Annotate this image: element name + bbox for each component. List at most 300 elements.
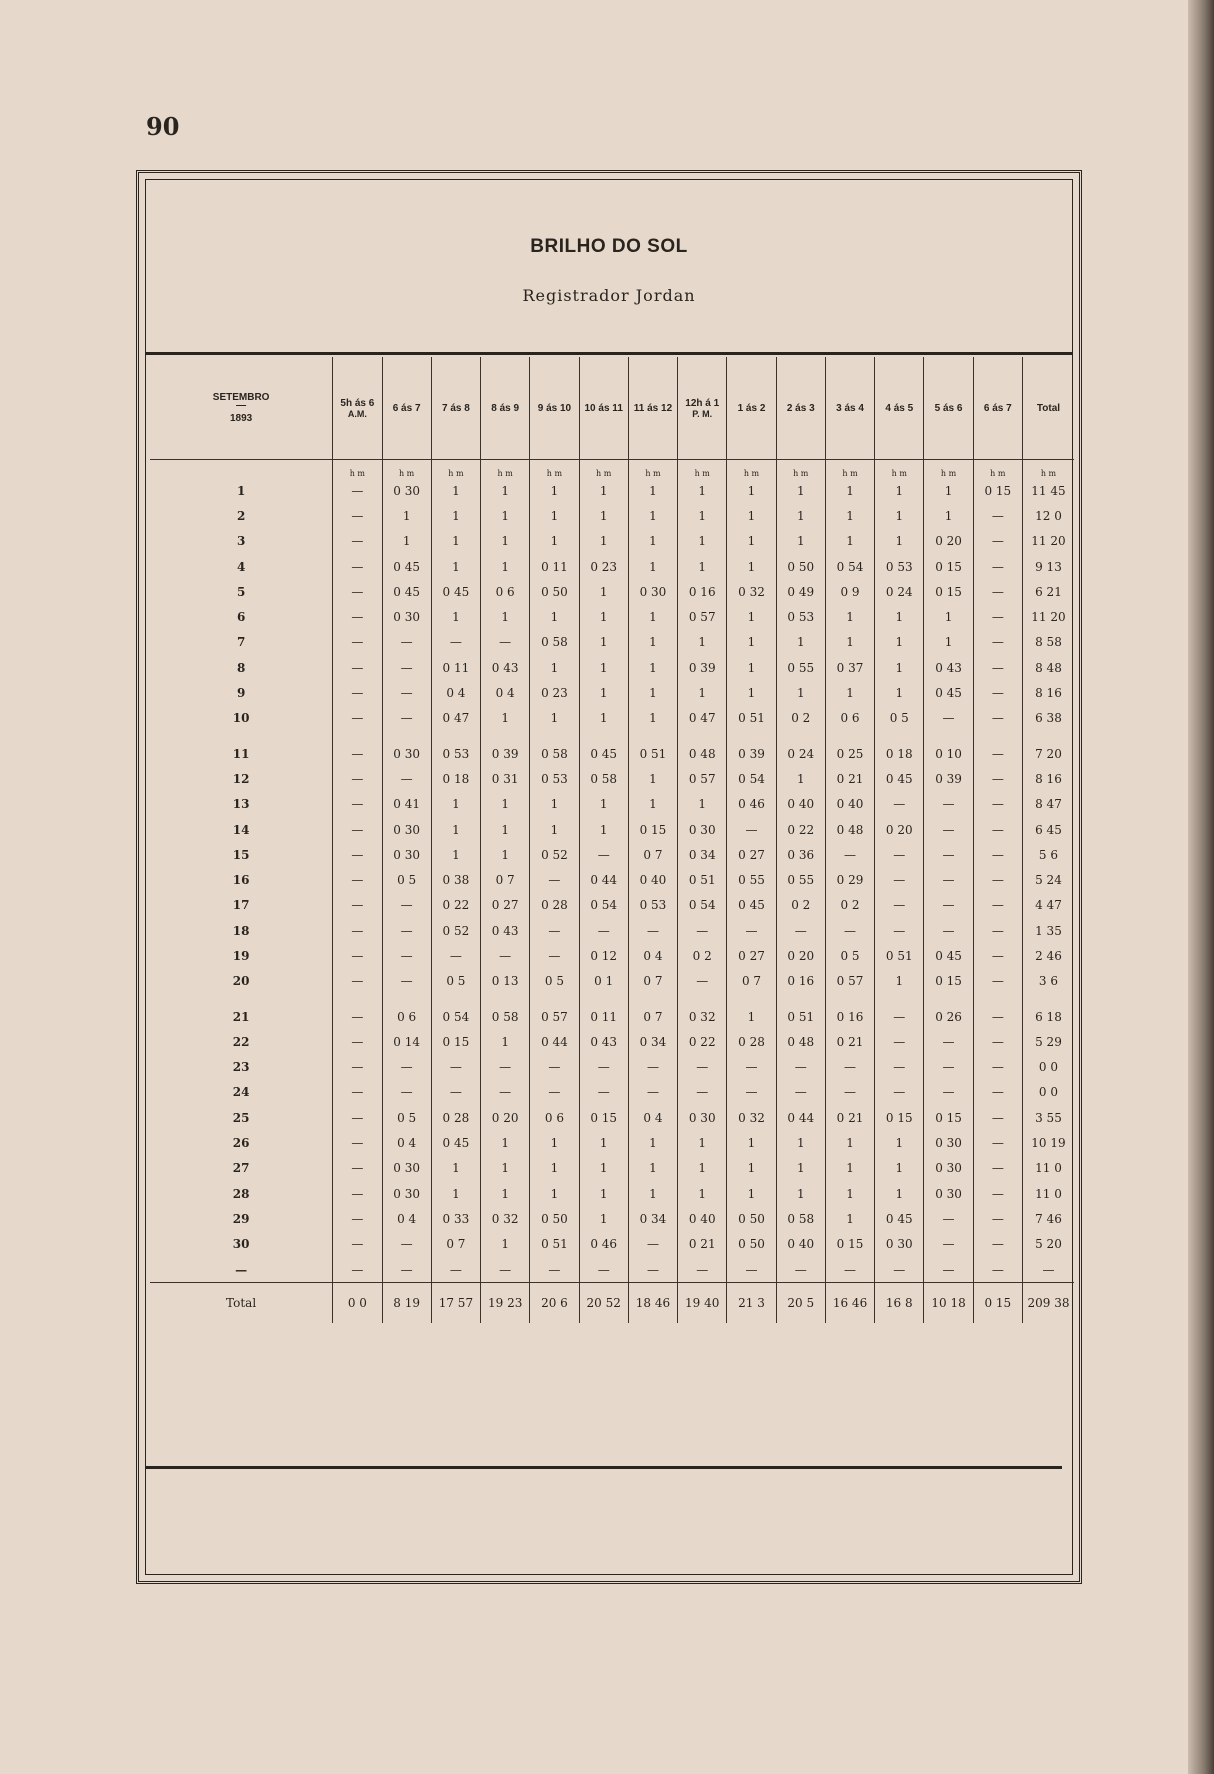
- hour-cell: 0 50: [530, 579, 579, 604]
- hour-cell: —: [333, 842, 382, 867]
- hour-cell: 0 43: [924, 655, 973, 680]
- hour-cell: 1: [628, 554, 677, 579]
- column-header-sublabel: P. M.: [692, 408, 713, 419]
- hour-cell: 1: [382, 503, 431, 528]
- hour-cell: 0 53: [530, 766, 579, 791]
- column-header-label: 1 ás 2: [737, 402, 766, 414]
- unit-label: h m: [1022, 460, 1074, 479]
- hour-cell: 1: [579, 792, 628, 817]
- hour-cell: —: [382, 918, 431, 943]
- hour-cell: —: [333, 1105, 382, 1130]
- hour-cell: —: [333, 680, 382, 705]
- hour-cell: —: [382, 943, 431, 968]
- hour-cell: 0 40: [825, 792, 874, 817]
- hour-cell: 0 39: [481, 741, 530, 766]
- day-label: 13: [232, 797, 250, 812]
- hour-cell: —: [875, 918, 924, 943]
- day-label: 23: [232, 1060, 250, 1075]
- table-row: [150, 706, 1074, 731]
- hour-cell: 6 18: [1022, 1004, 1074, 1029]
- hour-cell: 4 47: [1022, 893, 1074, 918]
- hour-cell: 0 46: [579, 1232, 628, 1257]
- hour-cell: 0 25: [825, 741, 874, 766]
- hour-cell: 0 30: [382, 842, 431, 867]
- hour-cell: —: [825, 842, 874, 867]
- hour-cell: 1: [825, 529, 874, 554]
- hour-cell: 0 45: [431, 1130, 480, 1155]
- column-header-label: 2 ás 3: [786, 402, 815, 414]
- hour-cell: 5 6: [1022, 842, 1074, 867]
- hour-cell: —: [333, 792, 382, 817]
- hour-cell: 0 51: [678, 867, 727, 892]
- hour-cell: 1: [727, 604, 776, 629]
- hour-cell: 0 4: [628, 943, 677, 968]
- column-header-14: [973, 357, 1022, 460]
- spacer-cell: [481, 731, 530, 741]
- total-cell: 0 15: [973, 1283, 1022, 1324]
- hour-cell: 0 7: [481, 867, 530, 892]
- day-label: 2: [236, 508, 246, 523]
- total-cell: 19 40: [678, 1283, 727, 1324]
- hour-cell: —: [333, 817, 382, 842]
- hour-cell: 0 23: [579, 554, 628, 579]
- group-spacer: [150, 731, 1074, 741]
- column-header-label: 6 ás 7: [983, 402, 1012, 414]
- hour-cell: —: [382, 893, 431, 918]
- hour-cell: —: [678, 918, 727, 943]
- hour-cell: 0 26: [924, 1004, 973, 1029]
- hour-cell: 11 0: [1022, 1181, 1074, 1206]
- hour-cell: 1: [875, 630, 924, 655]
- spacer-cell: [924, 731, 973, 741]
- page-edge-shadow: [1188, 0, 1214, 1774]
- hour-cell: —: [333, 918, 382, 943]
- hour-cell: 1: [481, 554, 530, 579]
- hour-cell: —: [973, 766, 1022, 791]
- hour-cell: 0 20: [875, 817, 924, 842]
- hour-cell: 0 18: [431, 766, 480, 791]
- table-row: [150, 630, 1074, 655]
- hour-cell: —: [333, 529, 382, 554]
- hour-cell: 1: [481, 792, 530, 817]
- spacer-cell: [579, 731, 628, 741]
- hour-cell: 1: [924, 604, 973, 629]
- table-frame: [136, 170, 1082, 1584]
- unit-label: h m: [776, 460, 825, 479]
- hour-cell: —: [776, 1080, 825, 1105]
- hour-cell: —: [530, 1257, 579, 1283]
- hour-cell: 0 12: [579, 943, 628, 968]
- hour-cell: —: [875, 1004, 924, 1029]
- hour-cell: 1: [579, 529, 628, 554]
- column-header-label: Total: [1036, 402, 1061, 414]
- hour-cell: —: [382, 655, 431, 680]
- table-row: [150, 1232, 1074, 1257]
- column-header-6: [579, 357, 628, 460]
- hour-cell: 1: [825, 1181, 874, 1206]
- hour-cell: 0 7: [628, 1004, 677, 1029]
- hour-cell: —: [333, 1181, 382, 1206]
- hour-cell: —: [481, 1080, 530, 1105]
- hour-cell: 0 45: [924, 680, 973, 705]
- hour-cell: —: [875, 893, 924, 918]
- hour-cell: 0 48: [776, 1029, 825, 1054]
- column-header-4: [481, 357, 530, 460]
- hour-cell: 12 0: [1022, 503, 1074, 528]
- column-header-5: [530, 357, 579, 460]
- hour-cell: 0 45: [727, 893, 776, 918]
- hour-cell: 0 4: [382, 1130, 431, 1155]
- hour-cell: —: [973, 1206, 1022, 1231]
- spacer-cell: [431, 994, 480, 1004]
- spacer-cell: [333, 731, 382, 741]
- hour-cell: 0 32: [481, 1206, 530, 1231]
- hour-cell: —: [382, 706, 431, 731]
- day-label: 26: [232, 1136, 250, 1151]
- hour-cell: 0 57: [825, 969, 874, 994]
- table-row: [150, 655, 1074, 680]
- spacer-cell: [333, 994, 382, 1004]
- hour-cell: —: [973, 1080, 1022, 1105]
- hour-cell: 0 30: [678, 1105, 727, 1130]
- hour-cell: —: [727, 1257, 776, 1283]
- hour-cell: —: [875, 792, 924, 817]
- unit-label: h m: [628, 460, 677, 479]
- hour-cell: 0 22: [431, 893, 480, 918]
- hour-cell: —: [924, 1206, 973, 1231]
- hour-cell: 1: [727, 503, 776, 528]
- hour-cell: 0 50: [776, 554, 825, 579]
- hour-cell: 2 46: [1022, 943, 1074, 968]
- hour-cell: 1: [776, 1156, 825, 1181]
- day-label: 16: [232, 873, 250, 888]
- hour-cell: —: [825, 918, 874, 943]
- hour-cell: 0 7: [628, 842, 677, 867]
- spacer-cell: [530, 994, 579, 1004]
- hour-cell: 1: [628, 604, 677, 629]
- hour-cell: —: [875, 1257, 924, 1283]
- spacer-cell: [678, 731, 727, 741]
- hour-cell: —: [579, 1080, 628, 1105]
- hour-cell: 1: [530, 1130, 579, 1155]
- hour-cell: —: [333, 1232, 382, 1257]
- hour-cell: 0 58: [579, 766, 628, 791]
- column-header-label: 12h á 1: [685, 397, 720, 409]
- hour-cell: 1: [579, 1156, 628, 1181]
- day-label: 14: [232, 822, 250, 837]
- day-label: 24: [232, 1085, 250, 1100]
- total-cell: 16 46: [825, 1283, 874, 1324]
- page-subtitle: Registrador Jordan: [522, 286, 696, 305]
- hour-cell: 1: [825, 478, 874, 503]
- unit-label: h m: [382, 460, 431, 479]
- hour-cell: —: [727, 1080, 776, 1105]
- hour-cell: 0 15: [973, 478, 1022, 503]
- hour-cell: 0 5: [382, 867, 431, 892]
- column-header-label: 6 ás 7: [392, 402, 421, 414]
- day-label: 17: [232, 898, 250, 913]
- hour-cell: 1: [628, 792, 677, 817]
- hour-cell: —: [579, 918, 628, 943]
- hour-cell: 1: [579, 630, 628, 655]
- table-row: [150, 529, 1074, 554]
- hour-cell: 0 47: [678, 706, 727, 731]
- hour-cell: 0 21: [825, 1029, 874, 1054]
- hour-cell: 0 34: [678, 842, 727, 867]
- spacer-cell: [776, 731, 825, 741]
- hour-cell: 1: [776, 680, 825, 705]
- table-header-row: [150, 357, 1074, 460]
- hour-cell: 0 43: [481, 655, 530, 680]
- hour-cell: 1: [776, 529, 825, 554]
- day-label: 9: [236, 686, 246, 701]
- hour-cell: 1: [727, 529, 776, 554]
- hour-cell: 11 20: [1022, 604, 1074, 629]
- spacer-cell: [382, 994, 431, 1004]
- table-row: [150, 1181, 1074, 1206]
- hour-cell: 1: [875, 680, 924, 705]
- hour-cell: 0 2: [776, 893, 825, 918]
- spacer-cell: [431, 731, 480, 741]
- hour-cell: 0 14: [382, 1029, 431, 1054]
- table-row: [150, 842, 1074, 867]
- hour-cell: 0 50: [727, 1232, 776, 1257]
- hour-cell: 1: [776, 766, 825, 791]
- day-label: 11: [232, 746, 250, 761]
- footer-rule: [146, 1466, 1062, 1469]
- hour-cell: 0 10: [924, 741, 973, 766]
- table-row: [150, 943, 1074, 968]
- hour-cell: 8 48: [1022, 655, 1074, 680]
- hour-cell: 7 20: [1022, 741, 1074, 766]
- total-row: [150, 1283, 1074, 1324]
- hour-cell: 0 48: [825, 817, 874, 842]
- hour-cell: 1: [924, 478, 973, 503]
- hour-cell: —: [973, 918, 1022, 943]
- hour-cell: —: [924, 842, 973, 867]
- unit-label: h m: [825, 460, 874, 479]
- hour-cell: 0 45: [875, 766, 924, 791]
- hour-cell: 5 24: [1022, 867, 1074, 892]
- day-label: 6: [236, 610, 246, 625]
- column-header-label: 10 ás 11: [584, 402, 623, 414]
- hour-cell: 1: [431, 817, 480, 842]
- hour-cell: 0 57: [678, 766, 727, 791]
- hour-cell: 0 30: [382, 1181, 431, 1206]
- hour-cell: 0 55: [776, 655, 825, 680]
- hour-cell: 0 21: [825, 766, 874, 791]
- hour-cell: —: [382, 969, 431, 994]
- unit-label: h m: [431, 460, 480, 479]
- hour-cell: —: [924, 1257, 973, 1283]
- spacer-cell: [481, 994, 530, 1004]
- group-spacer: [150, 994, 1074, 1004]
- hour-cell: 0 58: [481, 1004, 530, 1029]
- hour-cell: 0 51: [628, 741, 677, 766]
- hour-cell: 1: [678, 1130, 727, 1155]
- hour-cell: 1: [431, 604, 480, 629]
- hour-cell: 0 20: [776, 943, 825, 968]
- hour-cell: —: [333, 655, 382, 680]
- hour-cell: 1: [481, 1232, 530, 1257]
- hour-cell: 1: [825, 503, 874, 528]
- hour-cell: 1: [924, 630, 973, 655]
- hour-cell: 0 44: [776, 1105, 825, 1130]
- spacer-cell: [150, 994, 333, 1004]
- day-label: 1: [236, 483, 246, 498]
- hour-cell: —: [973, 529, 1022, 554]
- hour-cell: 0 16: [678, 579, 727, 604]
- hour-cell: 1: [431, 554, 480, 579]
- hour-cell: —: [382, 1257, 431, 1283]
- hour-cell: —: [678, 969, 727, 994]
- spacer-cell: [678, 994, 727, 1004]
- hour-cell: 0 27: [727, 943, 776, 968]
- hour-cell: 0 6: [530, 1105, 579, 1130]
- hour-cell: 1: [530, 792, 579, 817]
- hour-cell: —: [875, 867, 924, 892]
- hour-cell: 0 2: [776, 706, 825, 731]
- hour-cell: —: [530, 1055, 579, 1080]
- hour-cell: —: [431, 630, 480, 655]
- hour-cell: 0 43: [481, 918, 530, 943]
- hour-cell: 1: [530, 706, 579, 731]
- hour-cell: —: [776, 1257, 825, 1283]
- hour-cell: 1: [579, 817, 628, 842]
- hour-cell: —: [973, 1105, 1022, 1130]
- hour-cell: —: [333, 943, 382, 968]
- table-row: [150, 741, 1074, 766]
- hour-cell: 0 58: [776, 1206, 825, 1231]
- hour-cell: 1: [628, 1130, 677, 1155]
- hour-cell: —: [973, 792, 1022, 817]
- hour-cell: 1: [678, 503, 727, 528]
- hour-cell: —: [333, 1257, 382, 1283]
- hour-cell: 1: [628, 1156, 677, 1181]
- table-row: [150, 478, 1074, 503]
- hour-cell: —: [973, 893, 1022, 918]
- spacer-cell: [875, 994, 924, 1004]
- hour-cell: —: [333, 1130, 382, 1155]
- unit-label: h m: [530, 460, 579, 479]
- day-label: 18: [232, 923, 250, 938]
- hour-cell: 0 50: [727, 1206, 776, 1231]
- spacer-cell: [825, 994, 874, 1004]
- hour-cell: —: [973, 1130, 1022, 1155]
- day-label: 22: [232, 1034, 250, 1049]
- hour-cell: —: [727, 1055, 776, 1080]
- table-row: [150, 1029, 1074, 1054]
- hour-cell: —: [530, 918, 579, 943]
- hour-cell: —: [776, 918, 825, 943]
- table-row: [150, 579, 1074, 604]
- hour-cell: 0 7: [727, 969, 776, 994]
- hour-cell: 0 31: [481, 766, 530, 791]
- hour-cell: 0 2: [678, 943, 727, 968]
- hour-cell: 0 16: [776, 969, 825, 994]
- hour-cell: —: [333, 630, 382, 655]
- hour-cell: 0 15: [875, 1105, 924, 1130]
- hour-cell: —: [333, 1029, 382, 1054]
- table-row: [150, 918, 1074, 943]
- hour-cell: 1: [481, 842, 530, 867]
- column-header-9: [727, 357, 776, 460]
- column-header-12: [875, 357, 924, 460]
- table-row: [150, 554, 1074, 579]
- hour-cell: 0 40: [628, 867, 677, 892]
- hour-cell: —: [431, 1080, 480, 1105]
- column-header-label: 7 ás 8: [441, 402, 470, 414]
- hour-cell: 0 6: [481, 579, 530, 604]
- hour-cell: 1: [727, 1130, 776, 1155]
- hour-cell: 0 6: [382, 1004, 431, 1029]
- total-cell: 20 52: [579, 1283, 628, 1324]
- total-cell: 8 19: [382, 1283, 431, 1324]
- hour-cell: 1: [678, 554, 727, 579]
- hour-cell: 1: [481, 1029, 530, 1054]
- hour-cell: 0 4: [431, 680, 480, 705]
- column-header-1: [333, 357, 382, 460]
- hour-cell: 0 5: [530, 969, 579, 994]
- hour-cell: 0 11: [579, 1004, 628, 1029]
- hour-cell: 1: [875, 529, 924, 554]
- hour-cell: 0 54: [727, 766, 776, 791]
- hour-cell: 1: [875, 503, 924, 528]
- hour-cell: —: [924, 792, 973, 817]
- hour-cell: 1: [875, 655, 924, 680]
- day-label: 27: [232, 1161, 250, 1176]
- hour-cell: 0 40: [776, 792, 825, 817]
- hour-cell: 0 53: [776, 604, 825, 629]
- hour-cell: 0 15: [628, 817, 677, 842]
- column-header-3: [431, 357, 480, 460]
- hour-cell: 0 24: [875, 579, 924, 604]
- hour-cell: 0 47: [431, 706, 480, 731]
- hour-cell: 0 15: [924, 554, 973, 579]
- hour-cell: 1: [481, 1156, 530, 1181]
- total-cell: 16 8: [875, 1283, 924, 1324]
- hour-cell: 1: [678, 630, 727, 655]
- hour-cell: 0 44: [530, 1029, 579, 1054]
- hour-cell: 11 0: [1022, 1156, 1074, 1181]
- hour-cell: 1: [481, 817, 530, 842]
- hour-cell: 0 55: [727, 867, 776, 892]
- day-label: 19: [232, 948, 250, 963]
- hour-cell: 0 22: [776, 817, 825, 842]
- hour-cell: 11 20: [1022, 529, 1074, 554]
- table-row: [150, 1055, 1074, 1080]
- total-cell: 20 5: [776, 1283, 825, 1324]
- spacer-cell: [825, 731, 874, 741]
- hour-cell: 0 45: [431, 579, 480, 604]
- hour-cell: 0 5: [431, 969, 480, 994]
- hour-cell: —: [333, 1055, 382, 1080]
- hour-cell: —: [875, 842, 924, 867]
- spacer-cell: [875, 731, 924, 741]
- hour-cell: 1: [481, 1130, 530, 1155]
- total-cell: 209 38: [1022, 1283, 1074, 1324]
- hour-cell: 1: [727, 478, 776, 503]
- hour-cell: 0 15: [924, 1105, 973, 1130]
- hour-cell: 1: [579, 680, 628, 705]
- hour-cell: 0 53: [875, 554, 924, 579]
- hour-cell: —: [727, 918, 776, 943]
- hour-cell: 0 51: [875, 943, 924, 968]
- hour-cell: —: [530, 867, 579, 892]
- hour-cell: 0 37: [825, 655, 874, 680]
- hour-cell: —: [382, 1232, 431, 1257]
- hour-cell: 1: [628, 655, 677, 680]
